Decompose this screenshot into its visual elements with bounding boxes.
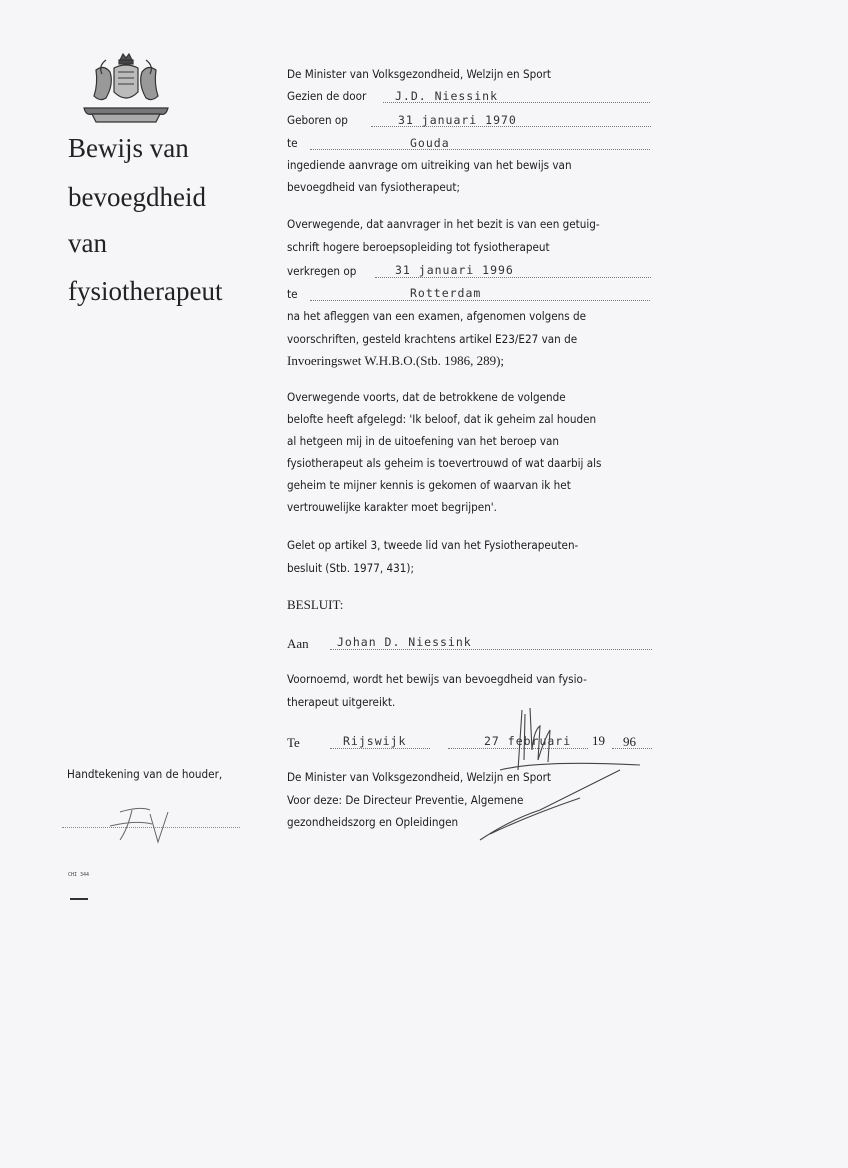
overwegende-line-3: na het afleggen van een examen, afgenomen volgens de <box>287 309 587 323</box>
voorts-line-3: al hetgeen mij in de uitoefening van het beroep van <box>287 434 559 448</box>
minister-signature <box>470 700 650 850</box>
title-line-4: fysiotherapeut <box>68 276 223 306</box>
besluit-heading: BESLUIT: <box>287 597 344 612</box>
verkregen-label: verkregen op <box>287 264 357 278</box>
holder-signature-label: Handtekening van de houder, <box>67 767 223 781</box>
geboren-label: Geboren op <box>287 113 348 127</box>
gezien-label: Gezien de door <box>287 89 367 103</box>
coat-of-arms-emblem <box>76 50 176 130</box>
header-line-1: ingediende aanvrage om uitreiking van het bewijs van <box>287 158 572 172</box>
place-value: Rijswijk <box>343 734 407 748</box>
voorts-line-2: belofte heeft afgelegd: 'Ik beloof, dat ik geheim zal houden <box>287 412 597 426</box>
voorts-line-5: geheim te mijner kennis is gekomen of waarvan ik het <box>287 478 571 492</box>
verkregen-value: 31 januari 1996 <box>395 263 514 277</box>
title-line-1: Bewijs van <box>68 133 189 163</box>
besluit-line-1: Voornoemd, wordt het bewijs van bevoegdheid van fysio- <box>287 672 587 686</box>
minister-heading: De Minister van Volksgezondheid, Welzijn en Sport <box>287 67 551 81</box>
voorts-line-4: fysiotherapeut als geheim is toevertrouwd of wat daarbij als <box>287 456 602 470</box>
year-suffix: 96 <box>623 734 636 749</box>
overwegende-line-2: schrift hogere beroepsopleiding tot fysiotherapeut <box>287 240 550 254</box>
aan-value: Johan D. Niessink <box>337 635 472 649</box>
te-label-1: te <box>287 136 298 150</box>
signature-line-1: De Minister van Volksgezondheid, Welzijn en Sport <box>287 770 551 784</box>
aan-label: Aan <box>287 636 309 651</box>
te-label-3: Te <box>287 735 300 750</box>
overwegende-line-5: Invoeringswet W.H.B.O.(Stb. 1986, 289); <box>287 353 505 368</box>
signature-line-2: Voor deze: De Directeur Preventie, Algemene <box>287 793 524 807</box>
gelet-line-1: Gelet op artikel 3, tweede lid van het Fysiotherapeuten- <box>287 538 579 552</box>
overwegende-line-1: Overwegende, dat aanvrager in het bezit is van een getuig- <box>287 217 600 231</box>
title-line-2: bevoegdheid <box>68 182 206 212</box>
year-prefix: 19 <box>592 733 605 748</box>
signature-line-3: gezondheidszorg en Opleidingen <box>287 815 459 829</box>
geboren-value: 31 januari 1970 <box>398 113 517 127</box>
voorts-line-6: vertrouwelijke karakter moet begrijpen'. <box>287 500 497 514</box>
holder-signature <box>80 800 190 850</box>
gezien-value: J.D. Niessink <box>395 89 499 103</box>
te-label-2: te <box>287 287 298 301</box>
voorts-line-1: Overwegende voorts, dat de betrokkene de volgende <box>287 390 566 404</box>
gelet-line-2: besluit (Stb. 1977, 431); <box>287 561 414 575</box>
footer-dash <box>70 898 88 900</box>
te-value-2: Rotterdam <box>410 286 482 300</box>
overwegende-line-4: voorschriften, gesteld krachtens artikel E23/E27 van de <box>287 332 578 346</box>
besluit-line-2: therapeut uitgereikt. <box>287 695 396 709</box>
title-line-3: van <box>68 228 107 258</box>
te-value-1: Gouda <box>410 136 450 150</box>
footer-code: CHI 344 <box>68 872 90 878</box>
date-value: 27 februari <box>484 734 572 748</box>
header-line-2: bevoegdheid van fysiotherapeut; <box>287 180 461 194</box>
te-field-1 <box>310 137 650 150</box>
